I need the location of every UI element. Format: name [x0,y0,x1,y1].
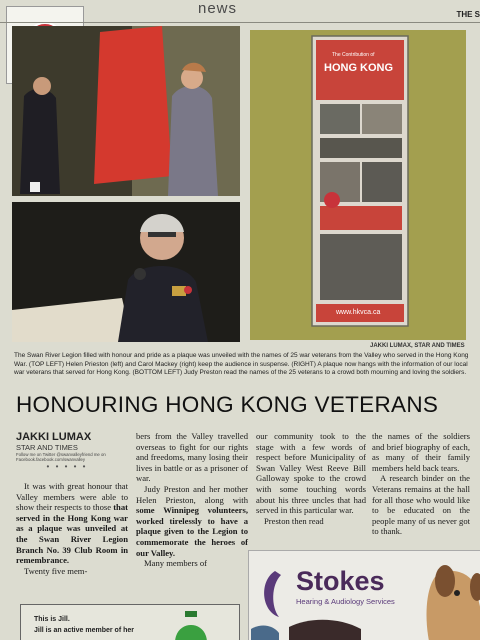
byline-author: JAKKI LUMAX [16,431,92,443]
paper-name-fragment: THE S [456,10,480,19]
article-text: Judy Preston and her mother Helen Prieston, along with [136,483,248,505]
article-paragraph [136,484,248,558]
article-text: It was with great honour that Valley members were able to show their respects to those [16,481,128,513]
plaque-url: www.hkvca.ca [336,309,381,316]
photo-credit: JAKKI LUMAX, STAR AND TIMES [370,343,465,349]
sidebar-box-text [34,614,134,636]
byline-social-facebook: Facebook.facebook.com/swanvalley [16,457,86,463]
article-paragraph: Twenty five mem- [24,565,88,576]
photo-caption: The Swan River Legion filled with honour and pride as a plaque was unveiled with the names of 25 war veterans from the Valley who served in the Hong Kong War. (TOP LEFT) Helen Prieston (left) and Carol Mackey (right) keep the audience in suspense. (RIGHT) A plaque now hangs with the information of our local war veterans that served for Hong Kong. (BOTTOM LEFT) Judy Preston read the names of the 25 veterans to a crowd both mourning and loving the soldiers. [14,352,469,377]
byline-separator: • • • • • [46,462,88,472]
article-column-2 [136,431,248,569]
article-paragraph: A research binder on the Veterans remains at the hall for all those who would like to be educated on the people many of us never got to thank. [372,473,470,537]
plaque-subtitle: The Contribution of [332,52,375,58]
header-rule [0,22,480,23]
ad-tagline: Hearing & Audiology Services [296,597,395,606]
article-headline: HONOURING HONG KONG VETERANS [16,392,439,417]
photo-speaker [12,202,240,342]
article-text-highlight: some Winnipeg volunteers, worked tirelessly to have a plaque given to the Legion to commemorate the heroes of our Valley. [136,505,248,558]
byline-social-twitter: Follow me on Twitter @swanvalleyfriend me on [16,452,106,457]
plaque-title: HONG KONG [324,62,394,74]
article-paragraph: the names of the soldiers and brief biography of each, as many of their family members held back tears. [372,431,470,473]
article-column-1 [16,481,128,576]
article-paragraph: Many members of [144,558,208,569]
sidebar-box-line: Jill is an active member of her [34,627,134,634]
ad-brand-name: Stokes [296,566,385,596]
section-title: news [198,0,238,17]
photo-unveiling [12,26,240,196]
article-text-highlight: that served in the Hong Kong war as a plaque was unveiled at the Swan River Legion Branch No. 39 Club Room in remembrance. [16,502,128,566]
sidebar-box-title: This is Jill. [34,616,70,623]
byline [16,431,118,471]
article-paragraph [16,481,128,566]
photo-plaque [250,30,466,340]
article-paragraph: our community took to the stage with a few words of respect before Municipality of Swan Valley West Reeve Bill Galloway spoke to the crowd with some touching words about his three uncles that had served in this particular war. [256,431,366,516]
byline-publication: STAR AND TIMES [16,443,78,452]
article-column-4 [372,431,470,537]
article-column-3 [256,431,366,526]
article-paragraph: bers from the Valley travelled overseas to fight for our rights and freedoms, many losing their lives in battle or as a prisoner of war. [136,431,248,484]
article-paragraph: Preston then read [264,515,324,526]
jill-illustration-icon [171,607,211,640]
